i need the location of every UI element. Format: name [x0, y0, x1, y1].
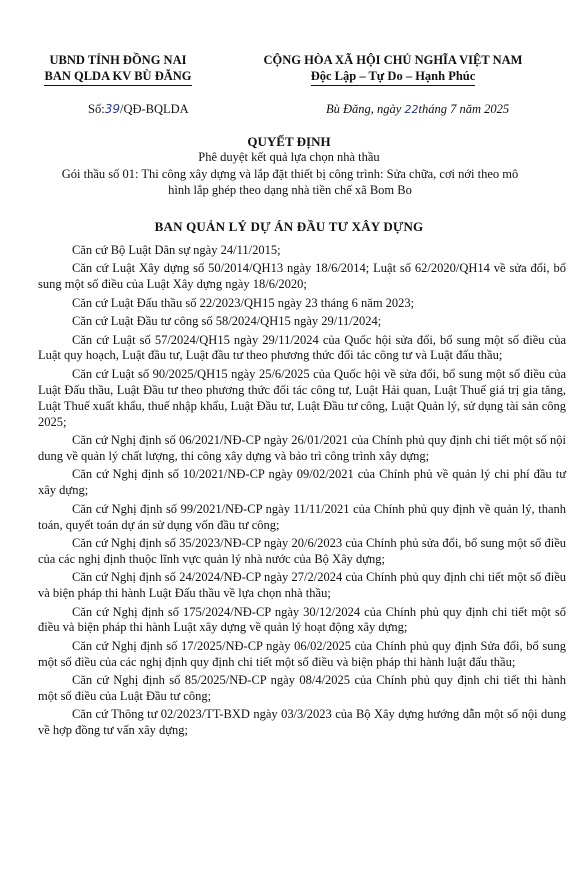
doc-number-suffix: /QĐ-BQLDA: [119, 102, 189, 116]
package-description: Gói thầu số 01: Thi công xây dựng và lắp đặt thiết bị công trình: Sửa chữa, cơi nới theo mô hình lắp ghép theo dạng nhà tiền chế xã Bom Bo: [61, 167, 519, 197]
legal-basis-item: Căn cứ Nghị định số 99/2021/NĐ-CP ngày 11/11/2021 của Chính phủ quy định về quản lý, thanh toán, quyết toán dự án sử dụng vốn đầu tư công;: [38, 501, 566, 532]
legal-basis-item: Căn cứ Luật Đấu thầu số 22/2023/QH15 ngày 23 tháng 6 năm 2023;: [72, 295, 415, 310]
national-motto-header: [214, 52, 572, 86]
legal-basis-item: Căn cứ Nghị định số 85/2025/NĐ-CP ngày 08/4/2025 của Chính phủ quy định chi tiết thi hành một số điều của Luật Đầu tư công;: [38, 673, 566, 704]
legal-basis-item: Căn cứ Luật Xây dựng số 50/2014/QH13 ngày 18/6/2014; Luật số 62/2020/QH14 về sửa đổi, bổ sung một số điều của Luật Xây dựng ngày 18/6/2020;: [38, 261, 566, 292]
legal-basis-item: Căn cứ Nghị định số 17/2025/NĐ-CP ngày 06/02/2025 của Chính phủ quy định Sửa đổi, bổ sung một số điều của các nghị định quy định chi tiết một số điều và biện pháp thi hành luật đấu thầu;: [38, 638, 566, 669]
issuing-org-header: [18, 52, 218, 86]
legal-basis-item: Căn cứ Nghị định số 175/2024/NĐ-CP ngày 30/12/2024 của Chính phủ quy định chi tiết một số điều và biện pháp thi hành Luật xây dựng về quản lý hoạt động xây dựng;: [38, 604, 566, 635]
legal-basis-list: [38, 243, 566, 742]
legal-basis-item: Căn cứ Bộ Luật Dân sự ngày 24/11/2015;: [72, 243, 281, 257]
place-and-date: [326, 102, 509, 117]
doc-number-prefix: Số:: [88, 102, 105, 116]
doc-number-handwritten: 39: [104, 102, 120, 116]
legal-basis-item: Căn cứ Thông tư 02/2023/TT-BXD ngày 03/3/2023 của Bộ Xây dựng hướng dẫn một số nội dung về hợp đồng tư vấn xây dựng;: [38, 707, 566, 738]
legal-basis-item: Căn cứ Nghị định số 24/2024/NĐ-CP ngày 27/2/2024 của Chính phủ quy định chi tiết một số điều và biện pháp thi hành Luật Đấu thầu về lựa chọn nhà thầu;: [38, 570, 566, 601]
legal-basis-item: Căn cứ Nghị định số 35/2023/NĐ-CP ngày 20/6/2023 của Chính phủ sửa đổi, bổ sung một số điều của các nghị định thuộc lĩnh vực quản lý nhà nước của Bộ Xây dựng;: [38, 535, 566, 566]
legal-basis-item: Căn cứ Luật số 57/2024/QH15 ngày 29/11/2024 của Quốc hội sửa đổi, bổ sung một số điều của Luật quy hoạch, Luật đầu tư, Luật đầu tư theo phương thức đối tác công tư và Luật đấu thầu;: [38, 332, 566, 363]
document-number: [88, 102, 189, 117]
legal-basis-item: Căn cứ Nghị định số 06/2021/NĐ-CP ngày 26/01/2021 của Chính phủ quy định chi tiết một số nội dung về quản lý chất lượng, thi công xây dựng và bảo trì công trình xây dựng;: [38, 432, 566, 463]
legal-basis-item: Căn cứ Luật số 90/2025/QH15 ngày 25/6/2025 của Quốc hội về sửa đổi, bổ sung một số điều của Luật Đấu thầu, Luật Đầu tư theo phương thức đối tác công tư, Luật Hải quan, Luật Thuế giá trị gia tăng, Luật Thuế xuất khẩu, thuế nhập khẩu, Luật Đầu tư, Luật Đầu tư công, Luật Quản lý, sử dụng tài sản công 2025;: [38, 366, 566, 429]
org-name-line2: BAN QLDA KV BÙ ĐĂNG: [44, 68, 191, 86]
legal-basis-item: Căn cứ Nghị định số 10/2021/NĐ-CP ngày 09/02/2021 của Chính phủ về quản lý chi phí đầu tư xây dựng;: [38, 467, 566, 498]
nation-motto: Độc Lập – Tự Do – Hạnh Phúc: [311, 68, 476, 86]
place-date-prefix: Bù Đăng, ngày: [326, 102, 405, 116]
document-title: QUYẾT ĐỊNH: [247, 134, 331, 149]
issuing-authority: BAN QUẢN LÝ DỰ ÁN ĐẦU TƯ XÂY DỰNG: [154, 219, 424, 234]
org-name-line1: UBND TỈNH ĐỒNG NAI: [49, 53, 187, 67]
legal-basis-item: Căn cứ Luật Đầu tư công số 58/2024/QH15 ngày 29/11/2024;: [72, 314, 382, 329]
nation-name: CỘNG HÒA XÃ HỘI CHỦ NGHĨA VIỆT NAM: [263, 53, 523, 67]
place-date-suffix: tháng 7 năm 2025: [418, 102, 510, 116]
document-subtitle: Phê duyệt kết quả lựa chọn nhà thầu: [198, 150, 380, 164]
date-day-handwritten: 22: [404, 103, 419, 116]
